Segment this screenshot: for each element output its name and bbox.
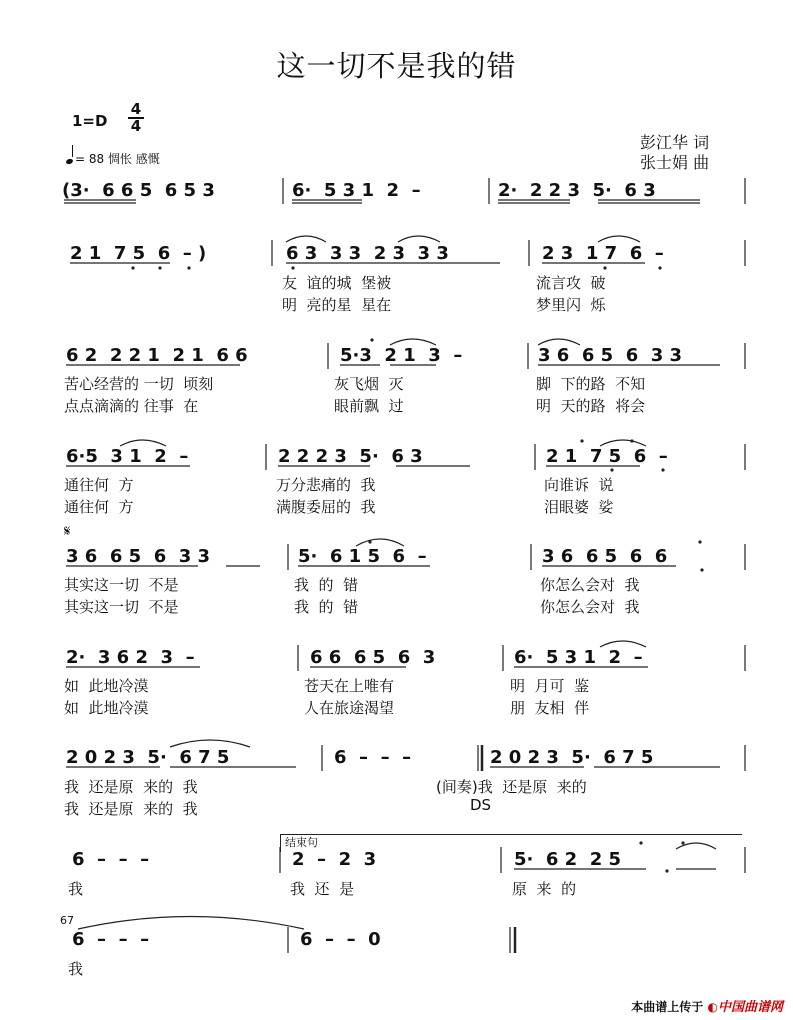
- row4-lyric2-b: 满腹委屈的 我: [276, 498, 376, 516]
- row6-lyric1-c: 明 月可 鉴: [510, 677, 590, 695]
- row6-m2: 6 6 6 5 6 3: [310, 647, 436, 668]
- row6-lyric1-a: 如 此地冷漠: [64, 677, 149, 695]
- segno-sign: 𝄋: [64, 522, 71, 540]
- row5-lyric1-b: 我 的 错: [294, 576, 359, 594]
- row2-m1: 2 1 7 5 6 – ): [70, 243, 207, 264]
- row9-lyric: 我: [68, 960, 84, 978]
- row1-m1: (3· 6 6 5 6 5 3: [62, 180, 215, 201]
- site-logo-icon: ◐: [707, 1000, 718, 1014]
- row5-lyric2-a: 其实这一切 不是: [64, 598, 179, 616]
- row3-m3: 3 6 6 5 6 3 3: [538, 345, 683, 366]
- row7-lyric1-b: (间奏)我 还是原 来的: [436, 778, 587, 796]
- row6-m3: 6· 5 3 1 2 –: [514, 647, 643, 668]
- song-title: 这一切不是我的错: [276, 49, 517, 83]
- row3-lyric1-a: 苦心经营的 一切 顷刻: [64, 375, 214, 393]
- row7-lyric1-a: 我 还是原 来的 我: [64, 778, 198, 796]
- row2-lyric1-a: 友 谊的城 堡被: [282, 274, 392, 292]
- row3-m1: 6 2 2 2 1 2 1 6 6: [66, 345, 248, 366]
- row6-lyric2-b: 人在旅途渴望: [304, 699, 395, 717]
- row4-lyric1-a: 通往何 方: [64, 476, 134, 494]
- row9-m2: 6 – – 0: [300, 929, 381, 950]
- row5-m3: 3 6 6 5 6 6: [542, 546, 668, 567]
- row3-lyric2-c: 明 天的路 将会: [536, 397, 646, 415]
- site-brand: 中国曲谱网: [717, 1000, 783, 1015]
- row3-m2: 5·3 2 1 3 –: [340, 345, 463, 366]
- lyricist-credit: 彭江华 词: [640, 133, 710, 152]
- row7-m1: 2 0 2 3 5· 6 7 5: [66, 747, 230, 768]
- row6-lyric2-c: 朋 友相 伴: [510, 699, 590, 717]
- row2-lyric2-a: 明 亮的星 星在: [282, 296, 392, 314]
- row1-m3: 2· 2 2 3 5· 6 3: [498, 180, 656, 201]
- row4-lyric2-c: 泪眼婆 娑: [544, 498, 614, 516]
- meter-top: 4: [130, 100, 142, 118]
- row2-lyric1-b: 流言攻 破: [536, 274, 606, 292]
- row6-m1: 2· 3 6 2 3 –: [66, 647, 195, 668]
- row3-lyric2-b: 眼前飘 过: [334, 397, 404, 415]
- row8-lyric-b: 我 还 是: [290, 880, 355, 898]
- row8-lyric-a: 我: [68, 880, 84, 898]
- row5-lyric2-b: 我 的 错: [294, 598, 359, 616]
- row4-lyric2-a: 通往何 方: [64, 498, 134, 516]
- row2-m3: 2 3 1 7 6 –: [542, 243, 664, 264]
- row3-lyric1-c: 脚 下的路 不知: [536, 375, 646, 393]
- row4-lyric1-c: 向谁诉 说: [544, 476, 614, 494]
- row7-ds-mark: DS: [470, 796, 492, 814]
- row4-lyric1-b: 万分悲痛的 我: [276, 476, 376, 494]
- composer-credit: 张士娟 曲: [640, 153, 710, 172]
- row8-m2: 2 – 2 3: [292, 849, 377, 870]
- upload-credit: 本曲谱上传于 ◐中国曲谱网: [631, 1000, 783, 1015]
- row5-lyric1-a: 其实这一切 不是: [64, 576, 179, 594]
- tempo-marking: = 88 惆怅 感慨: [66, 150, 160, 167]
- row2-lyric2-b: 梦里闪 烁: [536, 296, 606, 314]
- row5-lyric2-c: 你怎么会对 我: [540, 598, 640, 616]
- row7-m3: 2 0 2 3 5· 6 7 5: [490, 747, 654, 768]
- row3-lyric1-b: 灰飞烟 灭: [334, 375, 404, 393]
- row4-m3: 2 1 7 5 6 –: [546, 446, 668, 467]
- row5-lyric1-c: 你怎么会对 我: [540, 576, 640, 594]
- row7-lyric2-a: 我 还是原 来的 我: [64, 800, 198, 818]
- measure-number: 67: [60, 914, 74, 927]
- row8-m3: 5· 6 2 2 5: [514, 849, 622, 870]
- row5-m1: 3 6 6 5 6 3 3: [66, 546, 211, 567]
- row7-m2: 6 – – –: [334, 747, 412, 768]
- key-signature: 1=D: [72, 112, 108, 130]
- row4-m1: 6·5 3 1 2 –: [66, 446, 189, 467]
- row6-lyric1-b: 苍天在上唯有: [304, 677, 395, 695]
- row8-m1: 6 – – –: [72, 849, 150, 870]
- row8-lyric-c: 原 来 的: [512, 880, 577, 898]
- row9-m1: 6 – – –: [72, 929, 150, 950]
- row3-lyric2-a: 点点滴滴的 往事 在: [64, 397, 199, 415]
- row5-m2: 5· 6 1 5 6 –: [298, 546, 427, 567]
- row1-m2: 6· 5 3 1 2 –: [292, 180, 421, 201]
- coda-label: 结束句: [285, 836, 318, 849]
- row6-lyric2-a: 如 此地冷漠: [64, 699, 149, 717]
- meter-bottom: 4: [128, 117, 144, 134]
- row4-m2: 2 2 2 3 5· 6 3: [278, 446, 423, 467]
- row2-m2: 6 3 3 3 2 3 3 3: [286, 243, 449, 264]
